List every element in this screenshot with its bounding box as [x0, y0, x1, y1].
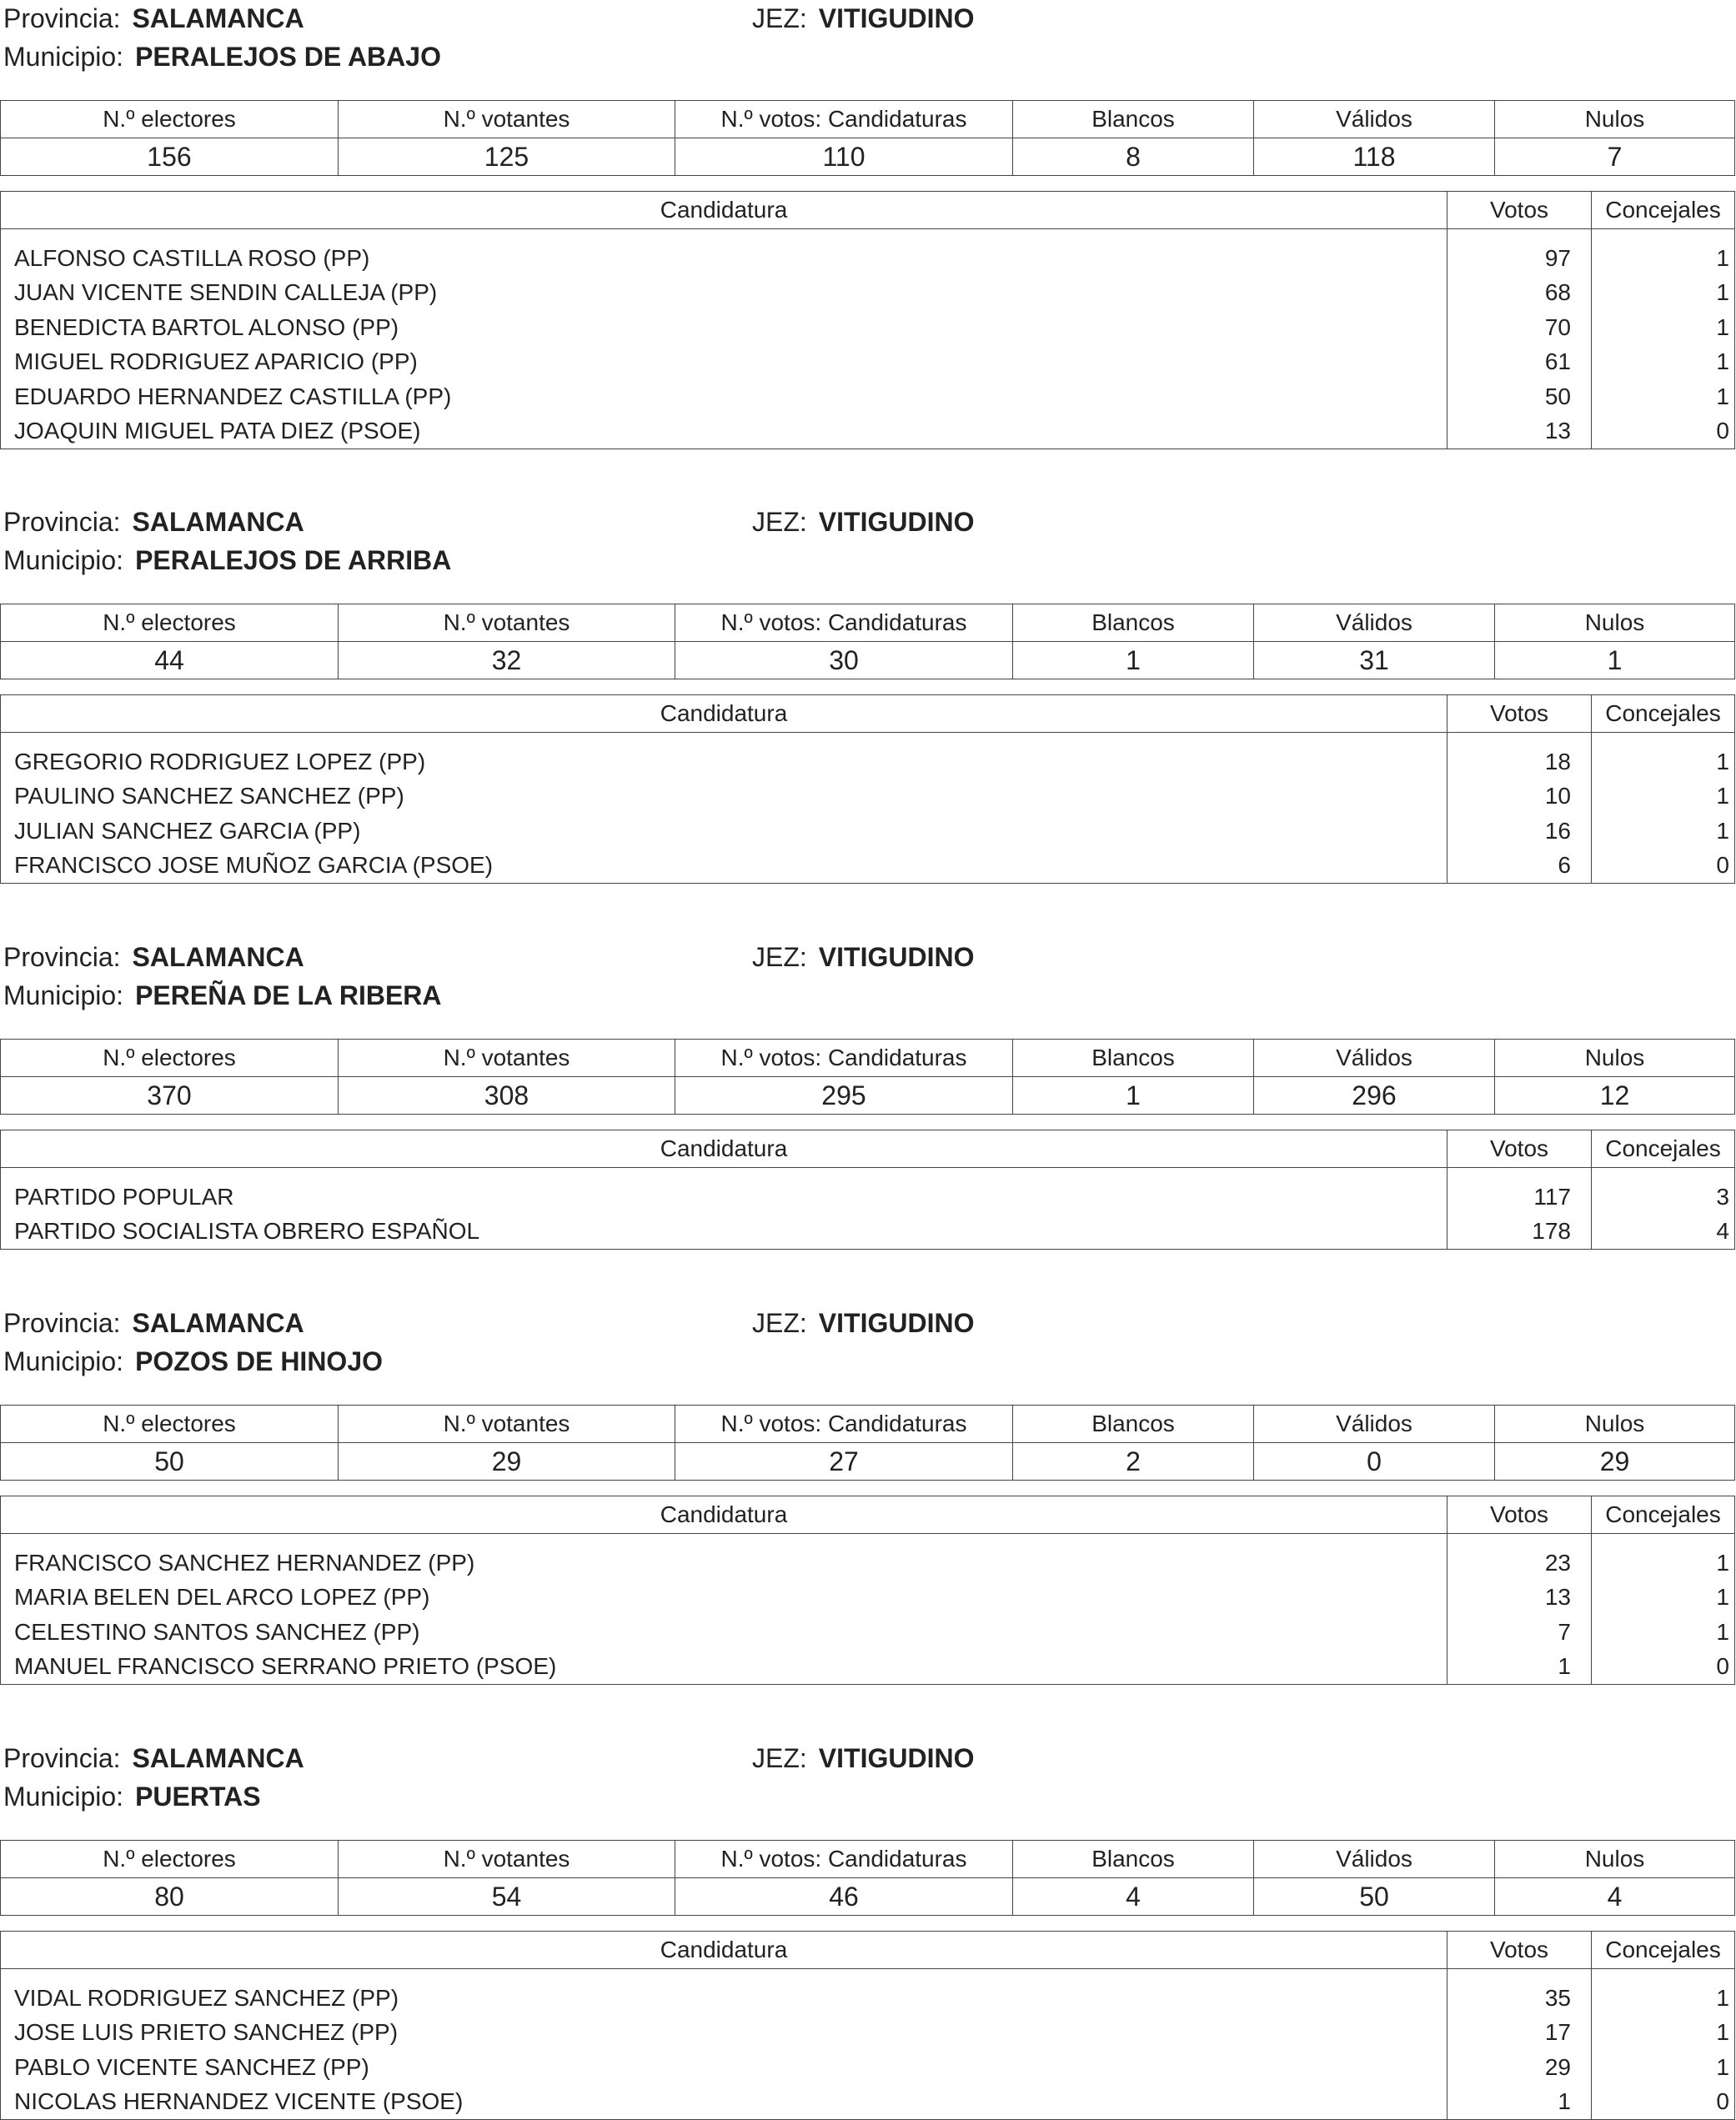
candidate-name: JOSE LUIS PRIETO SANCHEZ (PP) — [14, 2019, 399, 2046]
table-row — [1, 779, 1735, 814]
stats-header-blancos: Blancos — [1013, 604, 1254, 642]
stats-header-electores: N.º electores — [1, 101, 339, 138]
candidate-councillors: 1 — [1592, 310, 1735, 345]
stats-header-nulos: Nulos — [1495, 101, 1735, 138]
jez-line — [752, 940, 974, 974]
stats-header-blancos: Blancos — [1013, 1040, 1254, 1077]
candidate-councillors: 0 — [1592, 849, 1735, 884]
stats-header-validos: Válidos — [1254, 1841, 1495, 1878]
stats-table — [0, 1405, 1735, 1481]
votos-header: Votos — [1448, 192, 1592, 229]
jez-value: VITIGUDINO — [818, 3, 975, 33]
provincia-line — [3, 505, 304, 539]
jez-label: JEZ: — [752, 942, 807, 972]
candidate-name: PABLO VICENTE SANCHEZ (PP) — [14, 2053, 369, 2080]
provincia-line — [3, 940, 304, 974]
stats-value-blancos: 1 — [1013, 1077, 1254, 1115]
candidate-votes: 29 — [1448, 2050, 1592, 2085]
stats-value-validos: 0 — [1254, 1443, 1495, 1481]
concejales-header: Concejales — [1592, 1496, 1735, 1534]
stats-header-electores: N.º electores — [1, 1841, 339, 1878]
candidate-councillors: 0 — [1592, 1650, 1735, 1685]
stats-header-votos-cand: N.º votos: Candidaturas — [675, 1406, 1013, 1443]
candidate-votes: 17 — [1448, 2016, 1592, 2051]
stats-table — [0, 604, 1735, 679]
stats-value-votos-cand: 110 — [675, 138, 1013, 176]
stats-header-validos: Válidos — [1254, 1406, 1495, 1443]
candidate-name: MARIA BELEN DEL ARCO LOPEZ (PP) — [14, 1584, 430, 1611]
stats-value-electores: 80 — [1, 1878, 339, 1916]
jez-line — [752, 1742, 974, 1775]
table-row — [1, 1534, 1735, 1581]
stats-header-validos: Válidos — [1254, 101, 1495, 138]
candidate-councillors: 1 — [1592, 2050, 1735, 2085]
candidate-councillors: 1 — [1592, 1615, 1735, 1650]
municipio-line — [3, 1345, 383, 1378]
candidate-votes: 35 — [1448, 1969, 1592, 2016]
stats-value-validos: 296 — [1254, 1077, 1495, 1115]
stats-header-nulos: Nulos — [1495, 1841, 1735, 1878]
municipio-line — [3, 979, 442, 1012]
candidate-votes: 16 — [1448, 814, 1592, 849]
stats-value-blancos: 8 — [1013, 138, 1254, 176]
municipio-name: PERALEJOS DE ABAJO — [135, 42, 441, 72]
table-row — [1, 1168, 1735, 1215]
candidate-councillors: 1 — [1592, 379, 1735, 414]
table-row — [1, 1969, 1735, 2016]
stats-header-votantes: N.º votantes — [339, 1406, 675, 1443]
candidate-votes: 61 — [1448, 345, 1592, 380]
table-row — [1, 229, 1735, 276]
stats-header-validos: Válidos — [1254, 1040, 1495, 1077]
candidate-name: FRANCISCO JOSE MUÑOZ GARCIA (PSOE) — [14, 852, 494, 879]
votos-header: Votos — [1448, 1932, 1592, 1969]
stats-header-nulos: Nulos — [1495, 1406, 1735, 1443]
stats-header-nulos: Nulos — [1495, 1040, 1735, 1077]
provincia-label: Provincia: — [3, 1308, 121, 1338]
candidate-councillors: 1 — [1592, 733, 1735, 779]
candidate-councillors: 1 — [1592, 814, 1735, 849]
candidate-votes: 178 — [1448, 1215, 1592, 1250]
candidate-votes: 117 — [1448, 1168, 1592, 1215]
candidate-councillors: 0 — [1592, 2085, 1735, 2120]
municipio-label: Municipio: — [3, 1346, 124, 1376]
stats-table — [0, 1840, 1735, 1916]
candidate-councillors: 1 — [1592, 229, 1735, 276]
stats-value-electores: 44 — [1, 642, 339, 679]
stats-header-votantes: N.º votantes — [339, 1040, 675, 1077]
candidate-name: MIGUEL RODRIGUEZ APARICIO (PP) — [14, 348, 418, 375]
municipio-name: POZOS DE HINOJO — [135, 1346, 383, 1376]
jez-line — [752, 1306, 974, 1340]
concejales-header: Concejales — [1592, 192, 1735, 229]
candidate-votes: 50 — [1448, 379, 1592, 414]
jez-value: VITIGUDINO — [818, 1308, 975, 1338]
jez-label: JEZ: — [752, 1308, 807, 1338]
candidate-name: JULIAN SANCHEZ GARCIA (PP) — [14, 817, 361, 844]
table-row — [1, 1615, 1735, 1650]
stats-header-votos-cand: N.º votos: Candidaturas — [675, 1040, 1013, 1077]
candidate-votes: 68 — [1448, 276, 1592, 311]
stats-header-votos-cand: N.º votos: Candidaturas — [675, 101, 1013, 138]
candidates-table — [0, 191, 1735, 449]
table-row — [1, 2016, 1735, 2051]
candidate-votes: 13 — [1448, 1581, 1592, 1616]
stats-value-electores: 50 — [1, 1443, 339, 1481]
table-row — [1, 849, 1735, 884]
candidate-name: PARTIDO POPULAR — [14, 1183, 234, 1210]
table-row — [1, 345, 1735, 380]
stats-value-votos-cand: 30 — [675, 642, 1013, 679]
candidate-councillors: 1 — [1592, 276, 1735, 311]
provincia-value: SALAMANCA — [132, 3, 304, 33]
stats-header-electores: N.º electores — [1, 1040, 339, 1077]
provincia-label: Provincia: — [3, 942, 121, 972]
provincia-line — [3, 2, 304, 35]
provincia-value: SALAMANCA — [132, 1743, 304, 1773]
table-row — [1, 1215, 1735, 1250]
stats-header-electores: N.º electores — [1, 1406, 339, 1443]
candidate-name: PAULINO SANCHEZ SANCHEZ (PP) — [14, 783, 404, 809]
stats-value-blancos: 4 — [1013, 1878, 1254, 1916]
municipio-label: Municipio: — [3, 1782, 124, 1812]
candidate-councillors: 3 — [1592, 1168, 1735, 1215]
stats-value-votos-cand: 27 — [675, 1443, 1013, 1481]
candidates-table — [0, 1496, 1735, 1685]
candidate-name: FRANCISCO SANCHEZ HERNANDEZ (PP) — [14, 1549, 475, 1576]
jez-label: JEZ: — [752, 1743, 807, 1773]
candidatura-header: Candidatura — [1, 1130, 1448, 1168]
candidatura-header: Candidatura — [1, 192, 1448, 229]
municipio-label: Municipio: — [3, 980, 124, 1010]
municipio-label: Municipio: — [3, 545, 124, 575]
jez-value: VITIGUDINO — [818, 507, 975, 537]
stats-value-votos-cand: 295 — [675, 1077, 1013, 1115]
candidate-votes: 23 — [1448, 1534, 1592, 1581]
candidate-name: CELESTINO SANTOS SANCHEZ (PP) — [14, 1618, 420, 1645]
municipio-line — [3, 1780, 261, 1813]
table-row — [1, 733, 1735, 779]
stats-value-votantes: 29 — [339, 1443, 675, 1481]
stats-value-votantes: 54 — [339, 1878, 675, 1916]
stats-table — [0, 100, 1735, 176]
stats-value-validos: 118 — [1254, 138, 1495, 176]
provincia-value: SALAMANCA — [132, 1308, 304, 1338]
stats-header-votantes: N.º votantes — [339, 1841, 675, 1878]
votos-header: Votos — [1448, 1496, 1592, 1534]
municipio-label: Municipio: — [3, 42, 124, 72]
table-row — [1, 414, 1735, 449]
municipio-name: PUERTAS — [135, 1782, 261, 1812]
candidate-name: VIDAL RODRIGUEZ SANCHEZ (PP) — [14, 1984, 399, 2011]
jez-line — [752, 505, 974, 539]
candidate-name: JUAN VICENTE SENDIN CALLEJA (PP) — [14, 279, 438, 306]
candidate-votes: 13 — [1448, 414, 1592, 449]
stats-header-votos-cand: N.º votos: Candidaturas — [675, 1841, 1013, 1878]
stats-value-blancos: 1 — [1013, 642, 1254, 679]
stats-value-nulos: 29 — [1495, 1443, 1735, 1481]
stats-header-votantes: N.º votantes — [339, 604, 675, 642]
candidate-votes: 7 — [1448, 1615, 1592, 1650]
table-row — [1, 2085, 1735, 2120]
provincia-label: Provincia: — [3, 3, 121, 33]
candidate-name: PARTIDO SOCIALISTA OBRERO ESPAÑOL — [14, 1218, 480, 1245]
candidate-votes: 18 — [1448, 733, 1592, 779]
candidate-name: MANUEL FRANCISCO SERRANO PRIETO (PSOE) — [14, 1653, 557, 1680]
votos-header: Votos — [1448, 1130, 1592, 1168]
provincia-label: Provincia: — [3, 507, 121, 537]
stats-value-votantes: 32 — [339, 642, 675, 679]
stats-value-nulos: 1 — [1495, 642, 1735, 679]
jez-label: JEZ: — [752, 3, 807, 33]
stats-header-validos: Válidos — [1254, 604, 1495, 642]
candidate-councillors: 0 — [1592, 414, 1735, 449]
candidate-votes: 10 — [1448, 779, 1592, 814]
jez-value: VITIGUDINO — [818, 1743, 975, 1773]
stats-header-blancos: Blancos — [1013, 101, 1254, 138]
stats-header-blancos: Blancos — [1013, 1406, 1254, 1443]
candidate-votes: 1 — [1448, 2085, 1592, 2120]
stats-header-votos-cand: N.º votos: Candidaturas — [675, 604, 1013, 642]
candidate-councillors: 1 — [1592, 1581, 1735, 1616]
stats-header-nulos: Nulos — [1495, 604, 1735, 642]
stats-value-validos: 50 — [1254, 1878, 1495, 1916]
candidates-table — [0, 1931, 1735, 2120]
candidate-votes: 70 — [1448, 310, 1592, 345]
candidate-name: ALFONSO CASTILLA ROSO (PP) — [14, 244, 370, 271]
candidatura-header: Candidatura — [1, 695, 1448, 733]
stats-value-nulos: 4 — [1495, 1878, 1735, 1916]
candidate-name: JOAQUIN MIGUEL PATA DIEZ (PSOE) — [14, 418, 421, 444]
stats-value-validos: 31 — [1254, 642, 1495, 679]
jez-label: JEZ: — [752, 507, 807, 537]
stats-header-blancos: Blancos — [1013, 1841, 1254, 1878]
jez-line — [752, 2, 974, 35]
table-row — [1, 2050, 1735, 2085]
stats-header-votantes: N.º votantes — [339, 101, 675, 138]
stats-value-votos-cand: 46 — [675, 1878, 1013, 1916]
candidatura-header: Candidatura — [1, 1932, 1448, 1969]
candidates-table — [0, 1130, 1735, 1250]
municipio-line — [3, 40, 441, 73]
stats-value-votantes: 125 — [339, 138, 675, 176]
stats-value-blancos: 2 — [1013, 1443, 1254, 1481]
municipio-name: PERALEJOS DE ARRIBA — [135, 545, 452, 575]
stats-value-electores: 156 — [1, 138, 339, 176]
provincia-label: Provincia: — [3, 1743, 121, 1773]
candidate-name: EDUARDO HERNANDEZ CASTILLA (PP) — [14, 383, 452, 409]
table-row — [1, 1581, 1735, 1616]
candidate-votes: 6 — [1448, 849, 1592, 884]
stats-value-votantes: 308 — [339, 1077, 675, 1115]
municipio-name: PEREÑA DE LA RIBERA — [135, 980, 442, 1010]
candidate-councillors: 1 — [1592, 1969, 1735, 2016]
candidate-councillors: 1 — [1592, 779, 1735, 814]
concejales-header: Concejales — [1592, 1932, 1735, 1969]
candidate-councillors: 1 — [1592, 2016, 1735, 2051]
candidates-table — [0, 694, 1735, 884]
concejales-header: Concejales — [1592, 1130, 1735, 1168]
table-row — [1, 276, 1735, 311]
provincia-line — [3, 1742, 304, 1775]
candidate-name: BENEDICTA BARTOL ALONSO (PP) — [14, 313, 399, 340]
candidate-councillors: 1 — [1592, 1534, 1735, 1581]
candidate-name: NICOLAS HERNANDEZ VICENTE (PSOE) — [14, 2088, 464, 2115]
candidatura-header: Candidatura — [1, 1496, 1448, 1534]
table-row — [1, 310, 1735, 345]
stats-value-nulos: 7 — [1495, 138, 1735, 176]
table-row — [1, 814, 1735, 849]
concejales-header: Concejales — [1592, 695, 1735, 733]
table-row — [1, 379, 1735, 414]
provincia-value: SALAMANCA — [132, 507, 304, 537]
stats-header-electores: N.º electores — [1, 604, 339, 642]
table-row — [1, 1650, 1735, 1685]
provincia-value: SALAMANCA — [132, 942, 304, 972]
municipio-line — [3, 544, 451, 577]
stats-value-electores: 370 — [1, 1077, 339, 1115]
votos-header: Votos — [1448, 695, 1592, 733]
jez-value: VITIGUDINO — [818, 942, 975, 972]
candidate-votes: 97 — [1448, 229, 1592, 276]
candidate-name: GREGORIO RODRIGUEZ LOPEZ (PP) — [14, 748, 426, 774]
stats-value-nulos: 12 — [1495, 1077, 1735, 1115]
candidate-councillors: 4 — [1592, 1215, 1735, 1250]
candidate-votes: 1 — [1448, 1650, 1592, 1685]
candidate-councillors: 1 — [1592, 345, 1735, 380]
stats-table — [0, 1039, 1735, 1115]
provincia-line — [3, 1306, 304, 1340]
